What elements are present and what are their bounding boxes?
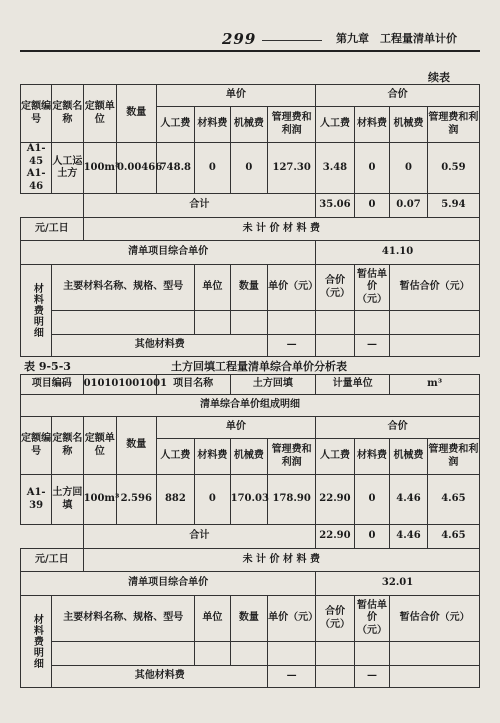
material-header: 材料费 [354,107,389,143]
chapter-title: 第九章 工程量清单计价 [336,32,457,45]
cell-material: 0 [195,475,230,525]
cell-labor: 748.8 [156,143,195,194]
machine-header: 机械费 [390,439,428,475]
detail-title: 清单综合单价组成明细 [21,395,480,417]
unpriced-material-label: 未 计 价 材 料 费 [83,218,479,241]
subtotal-machine: 0.07 [390,194,428,218]
project-name-value: 土方回填 [230,375,316,395]
composite-price-value: 32.01 [316,572,480,596]
col-name-header: 定额名称 [52,417,83,475]
composite-price-label: 清单项目综合单价 [21,572,316,596]
material-empty-row [21,311,480,335]
material-unit-header: 单位 [195,596,230,642]
mgmt-header: 管理费和利润 [268,107,316,143]
subtotal-row [21,525,480,549]
cell-t-mgmt: 0.59 [427,143,479,194]
material-uprice-header: 单价（元） [268,265,316,311]
cell-unit: 100m³ [83,143,116,194]
project-code-value: 010101001001 [83,375,156,395]
mgmt-header: 管理费和利润 [427,107,479,143]
analysis-table-continued [20,84,480,357]
table-number: 表 9-5-3 [24,360,71,373]
col-qty-header: 数量 [116,417,156,475]
other-est-uprice: — [354,335,389,357]
material-qty-header: 数量 [230,265,268,311]
workday-label: 元/工日 [21,549,84,572]
material-name-header: 主要材料名称、规格、型号 [52,265,195,311]
total-price-header: 合价 [316,417,480,439]
machine-header: 机械费 [230,107,268,143]
cell-t-labor: 22.90 [316,475,355,525]
composite-price-value: 41.10 [316,241,480,265]
cell-machine: 0 [230,143,268,194]
other-material-label: 其他材料费 [52,335,268,357]
header-divider [20,50,480,52]
material-qty-header: 数量 [230,596,268,642]
material-detail-label: 材料费明细 [21,596,52,688]
material-header: 材料费 [195,439,230,475]
cell-t-material: 0 [354,143,389,194]
machine-header: 机械费 [230,439,268,475]
subtotal-labor: 22.90 [316,525,355,549]
unpriced-material-label: 未 计 价 材 料 费 [83,549,479,572]
material-est-uprice-header: 暂估单价（元） [354,265,389,311]
material-tprice-header: 合价（元） [316,596,355,642]
material-name-header: 主要材料名称、规格、型号 [52,596,195,642]
mgmt-header: 管理费和利润 [268,439,316,475]
subtotal-material: 0 [354,194,389,218]
unit-label: 计量单位 [316,375,390,395]
cell-qty: 0.00466 [116,143,156,194]
col-unit-header: 定额单位 [83,85,116,143]
cell-name: 人工运土方 [52,143,83,194]
col-unit-header: 定额单位 [83,417,116,475]
project-name-label: 项目名称 [156,375,230,395]
col-code-header: 定额编号 [21,417,52,475]
material-est-tprice-header: 暂估合价（元） [390,265,480,311]
col-qty-header: 数量 [116,85,156,143]
cell-material: 0 [195,143,230,194]
cell-mgmt: 178.90 [268,475,316,525]
col-code-header: 定额编号 [21,85,52,143]
continued-label: 续表 [428,71,450,84]
cell-code: A1-45 A1-46 [21,143,52,194]
other-material-label: 其他材料费 [52,666,268,688]
cell-code: A1-39 [21,475,52,525]
header-rule [262,40,322,41]
subtotal-label: 合计 [83,194,316,218]
cell-t-mgmt: 4.65 [427,475,479,525]
project-code-label: 项目编码 [21,375,84,395]
cell-t-labor: 3.48 [316,143,355,194]
composite-price-label: 清单项目综合单价 [21,241,316,265]
table-title: 土方回填工程量清单综合单价分析表 [171,360,347,373]
cell-machine: 170.03 [230,475,268,525]
subtotal-label: 合计 [83,525,316,549]
other-est-uprice: — [354,666,389,688]
other-uprice: — [268,666,316,688]
cell-t-machine: 0 [390,143,428,194]
subtotal-machine: 4.46 [390,525,428,549]
table-row [21,143,480,194]
unit-price-header: 单价 [156,85,316,107]
unit-value: m³ [390,375,480,395]
machine-header: 机械费 [390,107,428,143]
page-number: 299 [222,30,257,48]
material-est-tprice-header: 暂估合价（元） [390,596,480,642]
cell-qty: 2.596 [116,475,156,525]
cell-name: 土方回填 [52,475,83,525]
material-empty-row [21,642,480,666]
cell-labor: 882 [156,475,195,525]
project-info-row [21,375,480,395]
table-row [21,475,480,525]
unit-price-header: 单价 [156,417,316,439]
labor-header: 人工费 [316,107,355,143]
total-price-header: 合价 [316,85,480,107]
material-header: 材料费 [195,107,230,143]
earthfill-analysis-table [20,374,480,688]
material-header: 材料费 [354,439,389,475]
subtotal-labor: 35.06 [316,194,355,218]
subtotal-mgmt: 4.65 [427,525,479,549]
cell-t-machine: 4.46 [390,475,428,525]
material-uprice-header: 单价（元） [268,596,316,642]
labor-header: 人工费 [316,439,355,475]
material-unit-header: 单位 [195,265,230,311]
workday-label: 元/工日 [21,218,84,241]
labor-header: 人工费 [156,107,195,143]
material-tprice-header: 合价（元） [316,265,355,311]
subtotal-mgmt: 5.94 [427,194,479,218]
material-detail-label: 材料费明细 [21,265,52,357]
material-est-uprice-header: 暂估单价（元） [354,596,389,642]
other-uprice: — [268,335,316,357]
cell-unit: 100m³ [83,475,116,525]
mgmt-header: 管理费和利润 [427,439,479,475]
subtotal-material: 0 [354,525,389,549]
col-name-header: 定额名称 [52,85,83,143]
subtotal-row [21,194,480,218]
cell-mgmt: 127.30 [268,143,316,194]
cell-t-material: 0 [354,475,389,525]
labor-header: 人工费 [156,439,195,475]
